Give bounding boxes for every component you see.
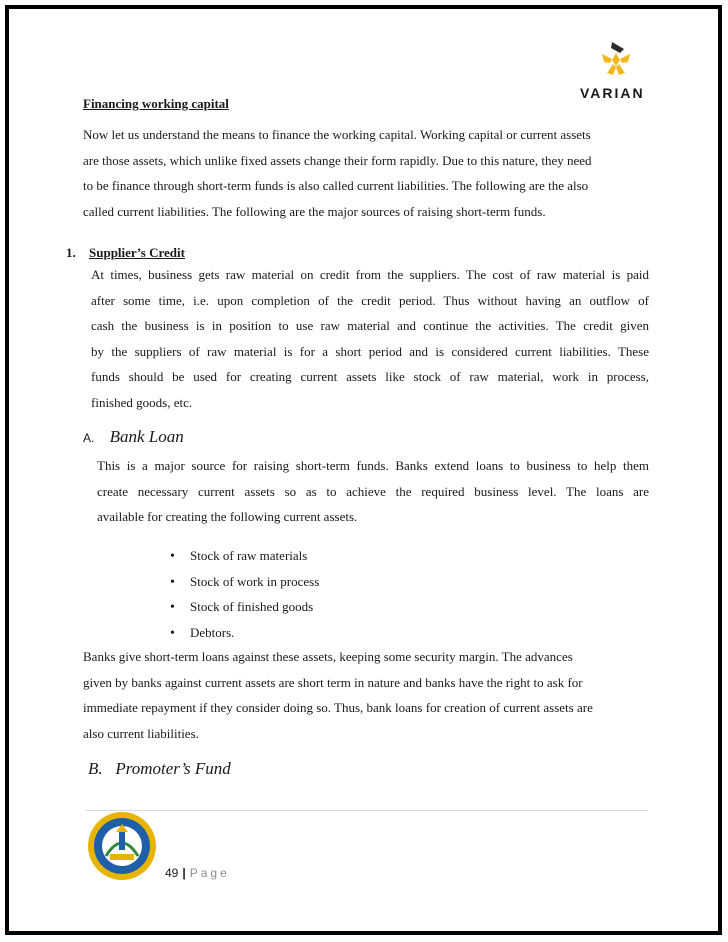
bank-loan-paragraph [97, 453, 649, 530]
paragraph-line: after some time, i.e. upon completion of the credit period. Thus without having an outflow of [91, 292, 649, 308]
bullet-icon: • [170, 549, 175, 564]
page-number [165, 866, 230, 880]
paragraph-line: immediate repayment if they consider doing so. Thus, bank loans for creation of current assets are [83, 700, 593, 715]
bank-loan-heading [83, 427, 184, 447]
page-separator: | [182, 866, 186, 880]
paragraph-line: by the suppliers of raw material is for a short period and is considered current liabilities. These [91, 343, 649, 359]
seal-emblem-icon [86, 810, 158, 882]
bank-loan-followup-paragraph [83, 644, 649, 746]
list-item-label: Stock of raw materials [190, 548, 308, 563]
promoter-fund-heading: B. Promoter’s Fund [88, 759, 231, 778]
list-item-label: Debtors. [190, 624, 235, 640]
paragraph-line: available for creating the following current assets. [97, 509, 358, 524]
paragraph-line: are those assets, which unlike fixed assets change their form rapidly. Due to this nature, they need [83, 152, 592, 168]
logo-wordmark: VARIAN [580, 85, 645, 101]
paragraph-line: finished goods, etc. [91, 394, 193, 410]
varian-logo [576, 40, 656, 102]
section-title: Financing working capital [83, 96, 229, 111]
list-item [170, 594, 319, 620]
bullet-icon: • [170, 574, 175, 590]
paragraph-line: cash the business is in position to use raw material and continue the activities. The credit given [91, 318, 649, 333]
paragraph-line: create necessary current assets so as to achieve the required business level. The loans are [97, 483, 649, 499]
page-number-value: 49 [165, 866, 179, 880]
paragraph-line: also current liabilities. [83, 725, 199, 741]
list-item [170, 543, 319, 569]
paragraph-line: This is a major source for raising short-term funds. Banks extend loans to business to help them [97, 458, 649, 473]
list-item-label: Stock of finished goods [190, 599, 314, 614]
paragraph-line: At times, business gets raw material on credit from the suppliers. The cost of raw material is paid [91, 267, 649, 282]
list-item [170, 620, 319, 646]
bank-loan-letter: A. [83, 431, 95, 445]
supplier-paragraph [91, 262, 649, 415]
bullet-icon: • [170, 625, 175, 641]
supplier-heading: Supplier’s Credit [89, 245, 185, 260]
paragraph-line: Banks give short-term loans against these assets, keeping some security margin. The advances [83, 649, 573, 664]
paragraph-line: Now let us understand the means to finance the working capital. Working capital or current assets [83, 127, 591, 142]
paragraph-line: called current liabilities. The following are the major sources of raising short-term funds. [83, 203, 546, 219]
list-item [170, 569, 319, 595]
footer-divider [86, 810, 648, 811]
page-label: Page [189, 866, 230, 880]
intro-paragraph [83, 122, 653, 224]
paragraph-line: to be finance through short-term funds is also called current liabilities. The following are the also [83, 178, 589, 193]
current-assets-list [170, 543, 319, 645]
star-logo-icon [598, 40, 634, 82]
paragraph-line: given by banks against current assets are short term in nature and banks have the right to ask for [83, 674, 583, 690]
list-item-label: Stock of work in process [190, 573, 320, 589]
bank-loan-title: Bank Loan [109, 427, 184, 446]
supplier-number: 1. [66, 245, 76, 260]
institution-seal [86, 810, 158, 882]
bullet-icon: • [170, 600, 175, 615]
paragraph-line: funds should be used for creating current assets like stock of raw material, work in process, [91, 369, 649, 384]
